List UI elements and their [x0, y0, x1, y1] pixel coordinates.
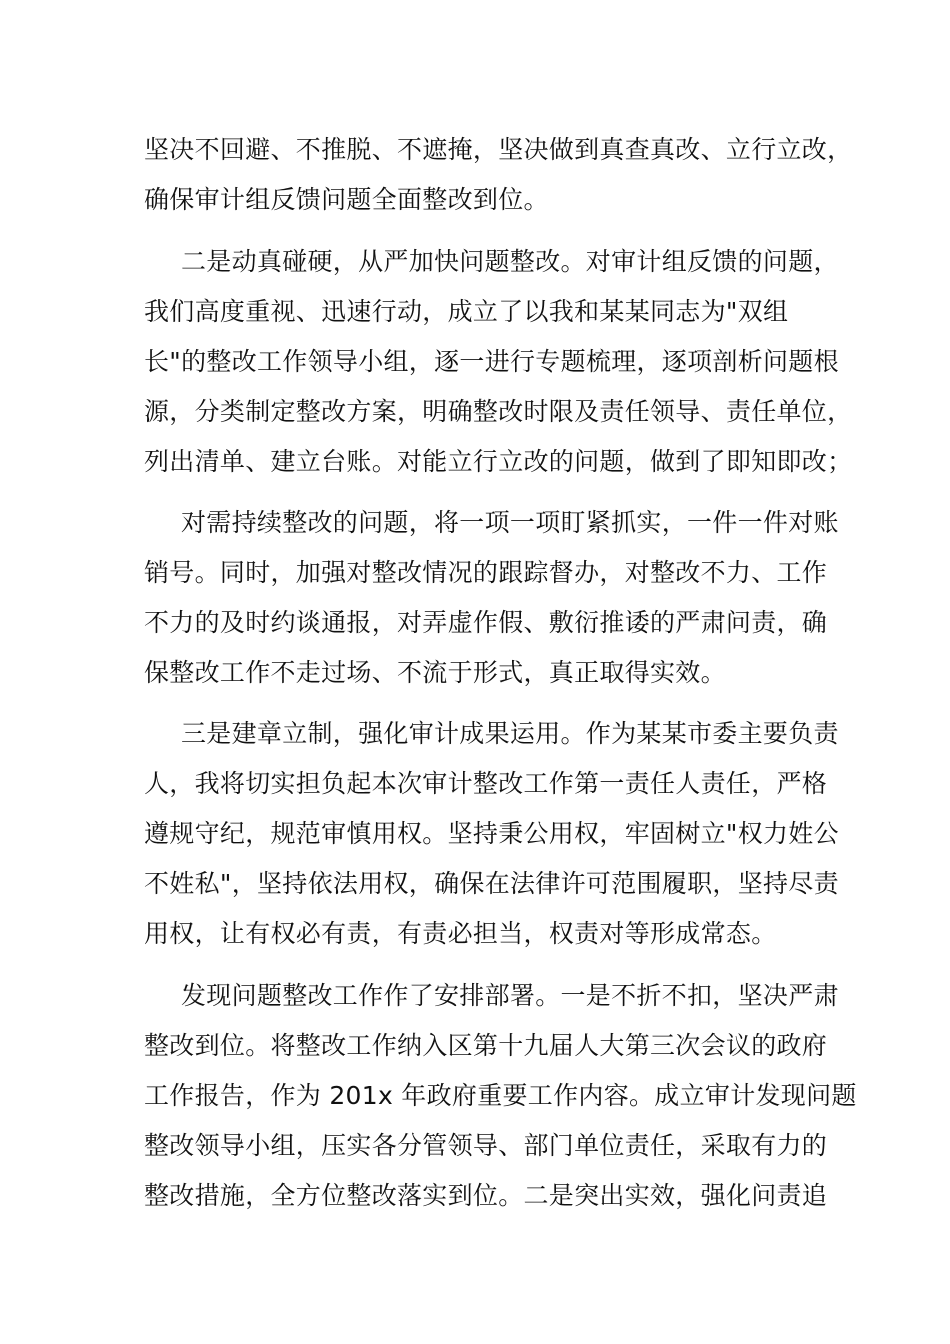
- text-line-19: 工作报告，作为 201x 年政府重要工作内容。成立审计发现问题: [144, 1081, 857, 1110]
- text-line-18: 整改到位。将整改工作纳入区第十九届人大第三次会议的政府: [144, 1031, 828, 1060]
- text-line-10: 不力的及时约谈通报，对弄虚作假、敷衍推诿的严肃问责，确: [144, 608, 828, 637]
- text-line-13: 人，我将切实担负起本次审计整改工作第一责任人责任，严格: [144, 769, 828, 798]
- text-line-4: 我们高度重视、迅速行动，成立了以我和某某同志为"双组: [144, 297, 789, 326]
- text-line-15: 不姓私"，坚持依法用权，确保在法律许可范围履职，坚持尽责: [144, 869, 839, 898]
- text-line-7: 列出清单、建立台账。对能立行立改的问题，做到了即知即改；: [144, 447, 853, 476]
- text-line-11: 保整改工作不走过场、不流于形式，真正取得实效。: [144, 658, 726, 687]
- paragraph-start-line: 发现问题整改工作作了安排部署。一是不折不扣，坚决严肃: [181, 981, 839, 1010]
- text-line-9: 销号。同时，加强对整改情况的跟踪督办，对整改不力、工作: [144, 558, 828, 587]
- text-line-21: 整改措施，全方位整改落实到位。二是突出实效，强化问责追: [144, 1181, 828, 1210]
- text-line-14: 遵规守纪，规范审慎用权。坚持秉公用权，牢固树立"权力姓公: [144, 819, 839, 848]
- text-line-6: 源，分类制定整改方案，明确整改时限及责任领导、责任单位，: [144, 397, 853, 426]
- paragraph-start-line: 对需持续整改的问题，将一项一项盯紧抓实，一件一件对账: [181, 508, 839, 537]
- paragraph-start-line: 三是建章立制，强化审计成果运用。作为某某市委主要负责: [181, 719, 839, 748]
- text-line-20: 整改领导小组，压实各分管领导、部门单位责任，采取有力的: [144, 1131, 828, 1160]
- text-line-2: 确保审计组反馈问题全面整改到位。: [144, 185, 549, 214]
- text-line-1: 坚决不回避、不推脱、不遮掩，坚决做到真查真改、立行立改，: [144, 135, 853, 164]
- text-line-5: 长"的整改工作领导小组，逐一进行专题梳理，逐项剖析问题根: [144, 347, 839, 376]
- text-line-16: 用权，让有权必有责，有责必担当，权责对等形成常态。: [144, 919, 777, 948]
- paragraph-start-line: 二是动真碰硬，从严加快问题整改。对审计组反馈的问题，: [181, 247, 839, 276]
